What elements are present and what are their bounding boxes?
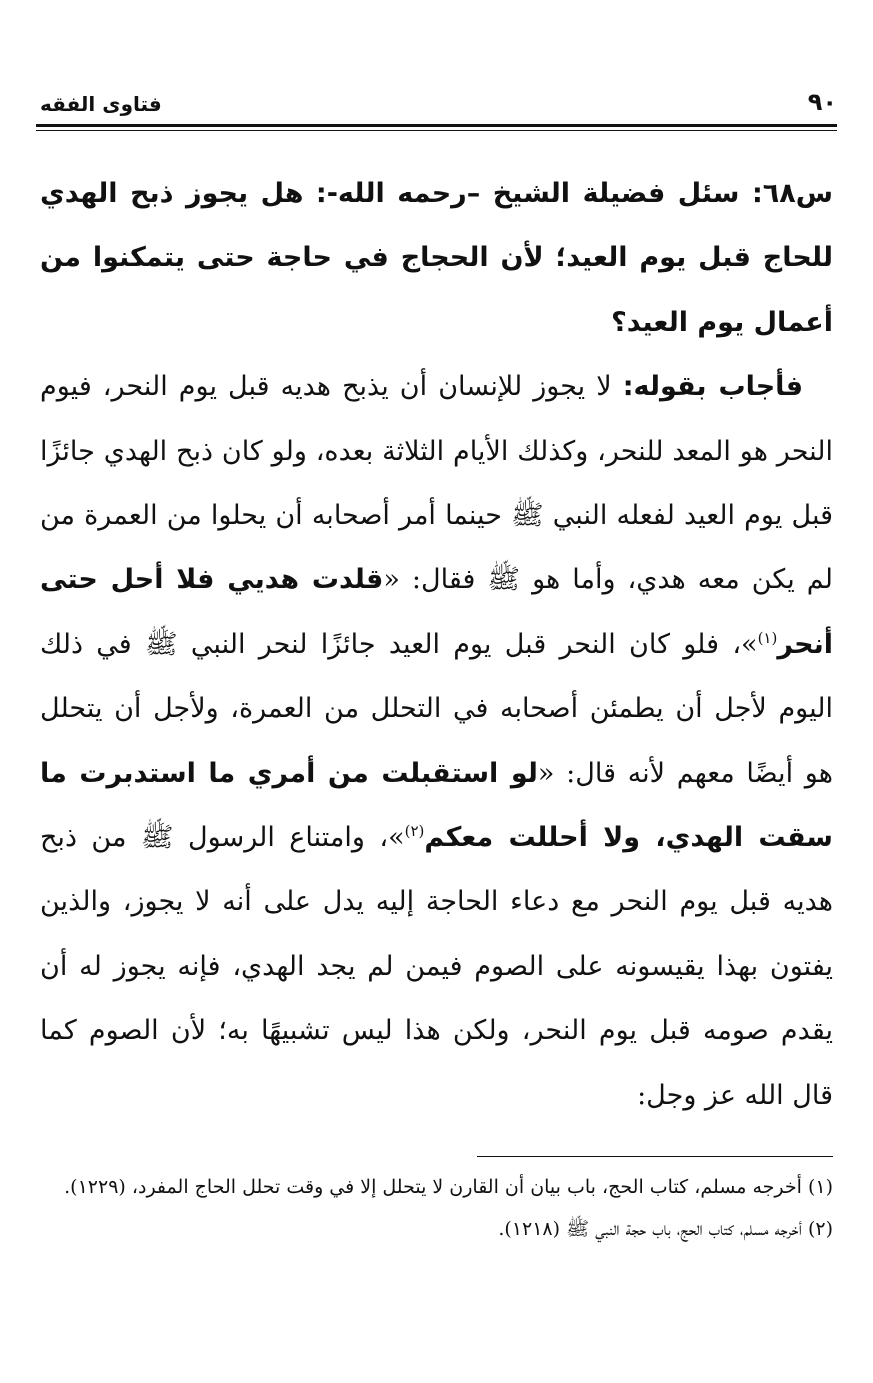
- header-rule-thin: [36, 130, 837, 131]
- footnote-1: [34, 1168, 833, 1206]
- answer-lead: فأجاب بقوله:: [622, 371, 803, 403]
- footnote-text: أخرجه مسلم، كتاب الحج، باب حجة النبي ﷺ (١٢١٨).: [498, 1218, 802, 1240]
- footnote-text: أخرجه مسلم، كتاب الحج، باب بيان أن القارن لا يتحلل إلا في وقت تحلل الحاج المفرد، (١٢٢٩).: [64, 1176, 802, 1198]
- page-header: [40, 88, 837, 122]
- footnote-separator: [477, 1156, 833, 1157]
- main-text: [40, 162, 833, 1128]
- running-title: فتاوى الفقه: [40, 92, 162, 116]
- answer-part-3: »، وامتناع الرسول ﷺ من ذبح هديه قبل يوم النحر مع دعاء الحاجة إليه يدل على أنه لا يجوز، والذين يفتون بهذا يقيسونه على الصوم فيمن لم يجد الهدي، فإنه يجوز له أن يقدم صومه قبل يوم النحر، ولكن هذا ليس تشبيهًا به؛ لأن الصوم كما قال الله عز وجل:: [40, 822, 833, 1111]
- answer-part-1: لا يجوز للإنسان أن يذبح هديه قبل يوم النحر، فيوم النحر هو المعد للنحر، وكذلك الأيام الثلاثة بعده، ولو كان ذبح الهدي جائزًا قبل يوم العيد لفعله النبي ﷺ حينما أمر أصحابه أن يحلوا من العمرة من لم يكن معه هدي، وأما هو ﷺ فقال: «: [40, 371, 833, 596]
- footnote-number: (١): [807, 1176, 833, 1198]
- footnote-ref-2: (٢): [404, 822, 425, 841]
- question-paragraph: س٦٨: سئل فضيلة الشيخ –رحمه الله-: هل يجوز ذبح الهدي للحاج قبل يوم العيد؛ لأن الحجاج في حاجة حتى يتمكنوا من أعمال يوم العيد؟: [40, 178, 833, 338]
- page-number: ٩٠: [807, 88, 837, 116]
- footnote-ref-1: (١): [757, 628, 778, 647]
- answer-part-2: »، فلو كان النحر قبل يوم العيد جائزًا لنحر النبي ﷺ في ذلك اليوم لأجل أن يطمئن أصحابه في التحلل من العمرة، ولأجل أن يتحلل هو أيضًا معهم لأنه قال: «: [40, 628, 833, 789]
- header-rule: [36, 124, 837, 127]
- footnote-number: (٢): [807, 1218, 833, 1240]
- hadith-quote-2: لو استقبلت من أمري ما استدبرت ما سقت الهدي، ولا أحللت معكم: [40, 757, 833, 854]
- footnotes: [34, 1168, 833, 1252]
- hadith-quote-1: قلدت هديي فلا أحل حتى أنحر: [40, 564, 833, 660]
- footnote-2: [34, 1210, 833, 1248]
- answer-paragraph: [40, 355, 833, 1128]
